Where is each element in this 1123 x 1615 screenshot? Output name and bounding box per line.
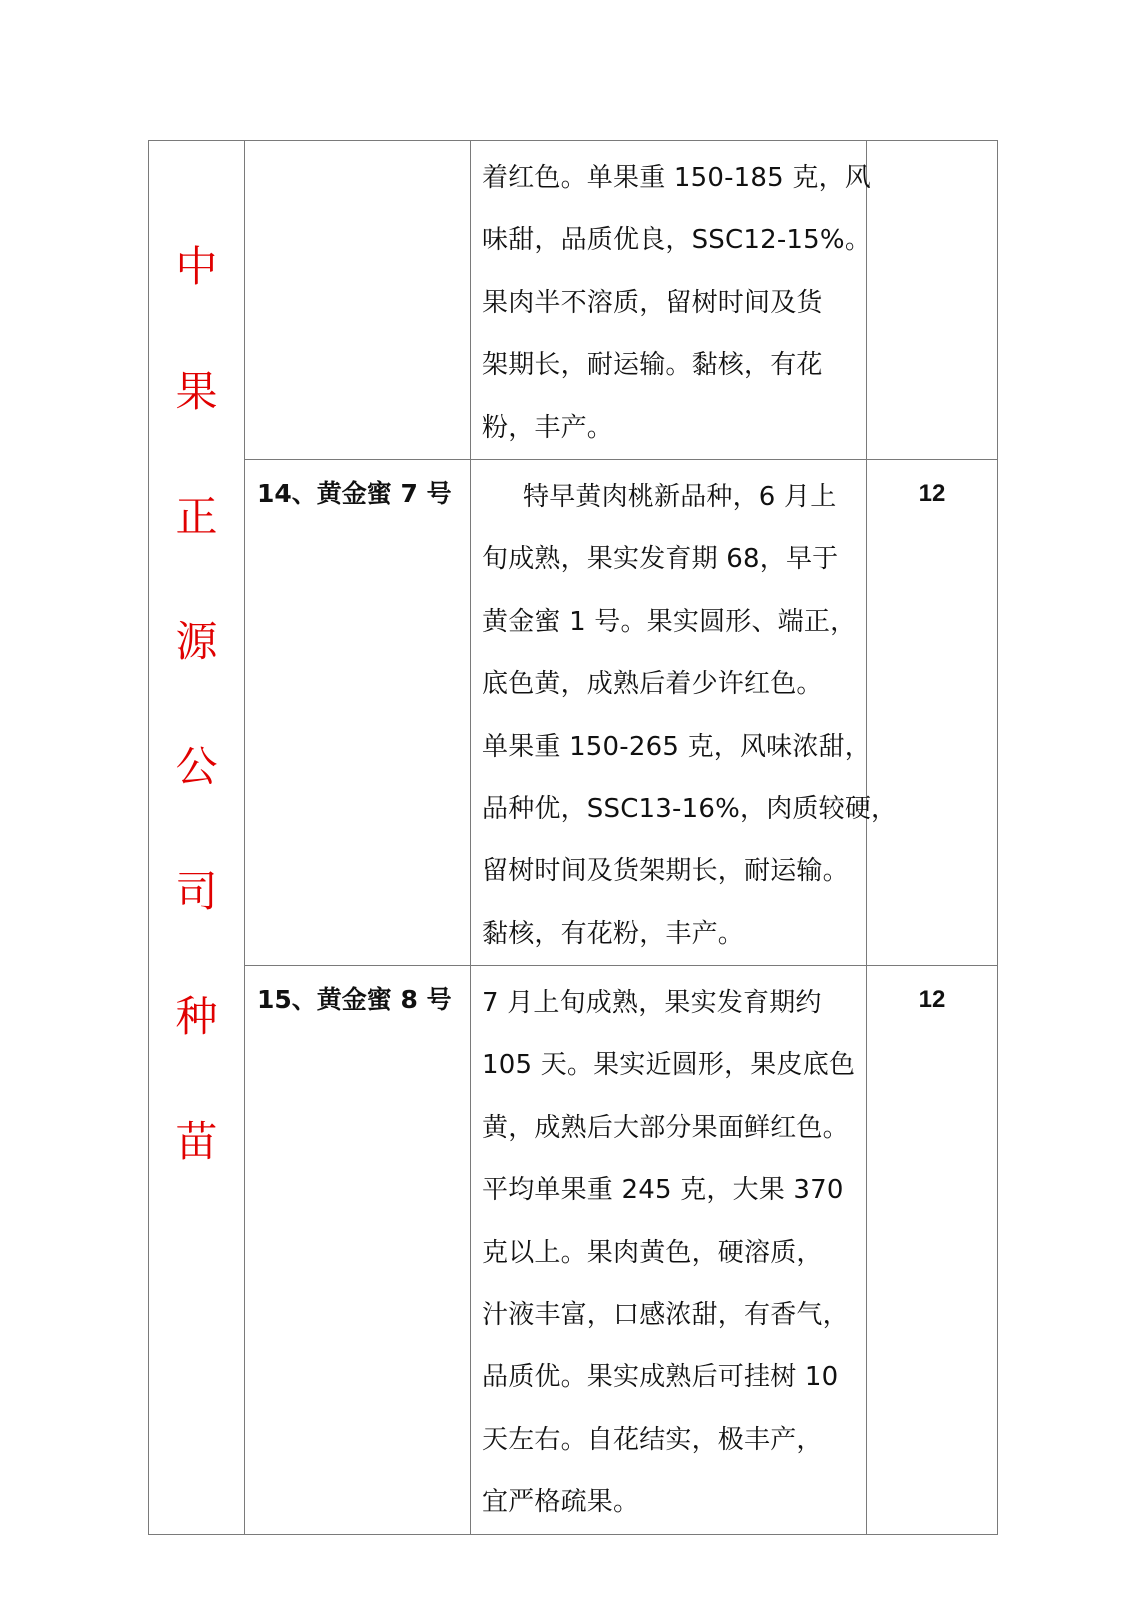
- variety-table: [148, 140, 998, 1535]
- description-line: 架期长，耐运输。黏核，有花: [482, 350, 823, 381]
- description-line: 品种优，SSC13-16%，肉质较硬，: [482, 793, 898, 824]
- description-line: 粉，丰产。: [482, 412, 614, 443]
- description-line: 黄，成熟后大部分果面鲜红色。: [482, 1112, 849, 1143]
- description-line: 留树时间及货架期长，耐运输。: [482, 856, 849, 887]
- variety-description-cell: [471, 459, 898, 965]
- company-char: 种: [175, 992, 218, 1041]
- description-line: 底色黄，成熟后着少许红色。: [482, 669, 823, 700]
- company-cell: [149, 141, 245, 1535]
- company-char: 正: [175, 492, 218, 541]
- company-label: [149, 141, 244, 1204]
- description-line: 平均单果重 245 克，大果 370: [482, 1175, 844, 1206]
- description-line: 7 月上旬成熟，果实发育期约: [482, 988, 822, 1019]
- description-line: 着红色。单果重 150-185 克，风: [482, 163, 871, 193]
- price-cell: [867, 141, 998, 460]
- description-line: 黄金蜜 1 号。果实圆形、端正，: [482, 606, 857, 637]
- variety-name-cell: 14、黄金蜜 7 号: [245, 459, 471, 965]
- company-char: 源: [175, 617, 218, 666]
- table-row: [149, 141, 998, 460]
- variety-name-cell: [245, 141, 471, 460]
- description-line: 宜严格疏果。: [482, 1487, 640, 1518]
- company-char: 司: [175, 867, 218, 916]
- variety-description-cell: [471, 141, 872, 460]
- variety-description-cell: [471, 966, 867, 1535]
- price-cell: 12: [867, 459, 998, 965]
- description-line: 味甜，品质优良，SSC12-15%。: [482, 225, 872, 256]
- company-char: 中: [175, 242, 218, 291]
- description-line: 天左右。自花结实，极丰产，: [482, 1424, 823, 1455]
- description-line: 黏核，有花粉，丰产。: [482, 918, 745, 949]
- description-line: 克以上。果肉黄色，硬溶质，: [482, 1237, 823, 1268]
- description-line: 品质优。果实成熟后可挂树 10: [482, 1362, 839, 1393]
- company-char: 公: [175, 742, 218, 791]
- table-row: [149, 459, 998, 965]
- price-cell: 12: [867, 966, 998, 1535]
- variety-name-cell: 15、黄金蜜 8 号: [245, 966, 471, 1535]
- description-line: 果肉半不溶质，留树时间及货: [482, 287, 823, 318]
- description-line: 特早黄肉桃新品种，6 月上: [523, 481, 837, 512]
- description-line: 汁液丰富，口感浓甜，有香气，: [482, 1300, 849, 1331]
- table-row: [149, 966, 998, 1535]
- description-line: 105 天。果实近圆形，果皮底色: [482, 1050, 856, 1081]
- description-line: 单果重 150-265 克，风味浓甜，: [482, 731, 871, 762]
- company-char: 苗: [175, 1117, 218, 1166]
- description-line: 旬成熟，果实发育期 68，早于: [482, 544, 839, 575]
- company-char: 果: [175, 367, 218, 416]
